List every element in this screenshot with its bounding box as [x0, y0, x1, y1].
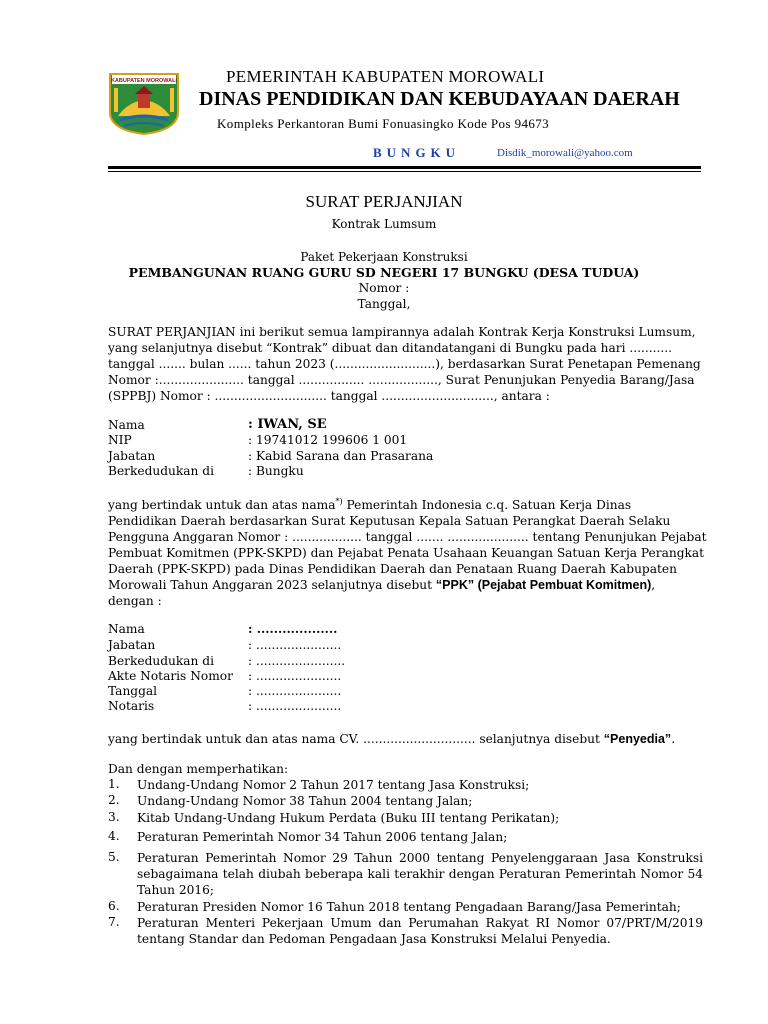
- party2-value: : .......................: [248, 654, 346, 668]
- list-item-number: 7.: [108, 915, 120, 929]
- list-item-number: 5.: [108, 850, 120, 864]
- kabupaten-morowali-logo-icon: [108, 72, 180, 136]
- para2-line: yang bertindak untuk dan atas nama*) Pemerintah Indonesia c.q. Satuan Kerja Dinas: [108, 497, 632, 513]
- party1-value: : IWAN, SE: [248, 417, 327, 432]
- doc-title: SURAT PERJANJIAN: [305, 192, 463, 211]
- list-item: Peraturan Menteri Pekerjaan Umum dan Perumahan Rakyat RI Nomor 07/PRT/M/2019 tentang Standar dan Pedoman Pengadaan Jasa Konstruksi Melalui Penyedia.: [137, 916, 703, 946]
- party1-label: Berkedudukan di: [108, 464, 214, 478]
- para2-line: Daerah (PPK-SKPD) pada Dinas Pendidikan Daerah dan Penataan Ruang Daerah Kabupaten: [108, 562, 677, 576]
- para2-line: Pembuat Komitmen (PPK-SKPD) dan Pejabat Penata Usahaan Keuangan Satuan Kerja Perangkat: [108, 546, 705, 560]
- para2-line: Pengguna Anggaran Nomor : .................. tanggal ....... ..................... tentang Penunjukan Pejabat: [108, 530, 707, 544]
- list-item-number: 1.: [108, 777, 120, 791]
- header-email: Disdik_morowali@yahoo.com: [497, 147, 633, 159]
- intro-line: tanggal ....... bulan ...... tahun 2023 (..........................), berdasarkan Surat Penetapan Pemenang: [108, 357, 701, 371]
- party2-label: Nama: [108, 622, 145, 636]
- list-item: Peraturan Presiden Nomor 16 Tahun 2018 tentang Pengadaan Barang/Jasa Pemerintah;: [137, 900, 681, 914]
- party2-value: : ......................: [248, 638, 342, 652]
- party2-label: Berkedudukan di: [108, 654, 214, 668]
- party1-value: : Bungku: [248, 464, 304, 478]
- party2-value: : ......................: [248, 669, 342, 683]
- intro-line: SURAT PERJANJIAN ini berikut semua lampirannya adalah Kontrak Kerja Konstruksi Lumsum,: [108, 325, 696, 339]
- list-item-number: 2.: [108, 793, 120, 807]
- party2-value: : ......................: [248, 684, 342, 698]
- party2-value: : ......................: [248, 699, 342, 713]
- list-item: Undang-Undang Nomor 2 Tahun 2017 tentang Jasa Konstruksi;: [137, 778, 530, 792]
- party1-label: Nama: [108, 418, 145, 432]
- intro-line: yang selanjutnya disebut “Kontrak” dibuat dan ditandatangani di Bungku pada hari ...........: [108, 341, 672, 355]
- doc-package: Paket Pekerjaan Konstruksi: [300, 250, 468, 264]
- header-government: PEMERINTAH KABUPATEN MOROWALI: [226, 67, 545, 86]
- party2-label: Notaris: [108, 699, 155, 713]
- doc-number: Nomor :: [358, 281, 410, 295]
- doc-project: PEMBANGUNAN RUANG GURU SD NEGERI 17 BUNGKU (DESA TUDUA): [128, 265, 640, 280]
- list-item-number: 4.: [108, 829, 120, 843]
- intro-line: Nomor :...................... tanggal ................. .................., Surat Penunjukan Penyedia Barang/Jasa: [108, 373, 695, 387]
- header-rule-thin: [108, 171, 701, 172]
- party1-label: Jabatan: [108, 449, 156, 463]
- para2-line: Morowali Tahun Anggaran 2023 selanjutnya disebut “PPK” (Pejabat Pembuat Komitmen),: [108, 578, 656, 592]
- party1-value: : Kabid Sarana dan Prasarana: [248, 449, 434, 463]
- party2-value: : ...................: [248, 622, 338, 636]
- party2-label: Tanggal: [108, 684, 158, 698]
- logo-text: KABUPATEN MOROWALI: [110, 78, 178, 84]
- list-item: Peraturan Pemerintah Nomor 34 Tahun 2006 tentang Jalan;: [137, 830, 508, 844]
- list-item: Kitab Undang-Undang Hukum Perdata (Buku III tentang Perikatan);: [137, 811, 560, 825]
- party2-label: Jabatan: [108, 638, 156, 652]
- para2-line: Pendidikan Daerah berdasarkan Surat Keputusan Kepala Satuan Perangkat Daerah Selaku: [108, 514, 671, 528]
- party1-value: : 19741012 199606 1 001: [248, 433, 408, 447]
- list-item-number: 3.: [108, 810, 120, 824]
- para2-line: dengan :: [108, 594, 162, 608]
- list-item-number: 6.: [108, 899, 120, 913]
- party2-label: Akte Notaris Nomor: [108, 669, 233, 683]
- considering-heading: Dan dengan memperhatikan:: [108, 762, 289, 776]
- header-address: Kompleks Perkantoran Bumi Fonuasingko Kode Pos 94673: [217, 116, 550, 131]
- header-rule-thick: [108, 166, 701, 169]
- intro-line: (SPPBJ) Nomor : ............................. tanggal ............................., antara :: [108, 389, 550, 403]
- list-item: Peraturan Pemerintah Nomor 29 Tahun 2000 tentang Penyelenggaraan Jasa Konstruksi sebagaimana telah diubah beberapa kali terakhir dengan Peraturan Pemerintah Nomor 54 Tahun 2016;: [137, 851, 703, 897]
- list-item: Undang-Undang Nomor 38 Tahun 2004 tentang Jalan;: [137, 794, 473, 808]
- doc-subtitle: Kontrak Lumsum: [331, 217, 437, 231]
- para3-line: yang bertindak untuk dan atas nama CV. ............................. selanjutnya disebut “Penyedia”.: [108, 732, 676, 746]
- party1-label: NIP: [108, 433, 132, 447]
- doc-date: Tanggal,: [357, 297, 411, 311]
- header-city: BUNGKU: [373, 145, 461, 160]
- header-agency: DINAS PENDIDIKAN DAN KEBUDAYAAN DAERAH: [199, 88, 680, 110]
